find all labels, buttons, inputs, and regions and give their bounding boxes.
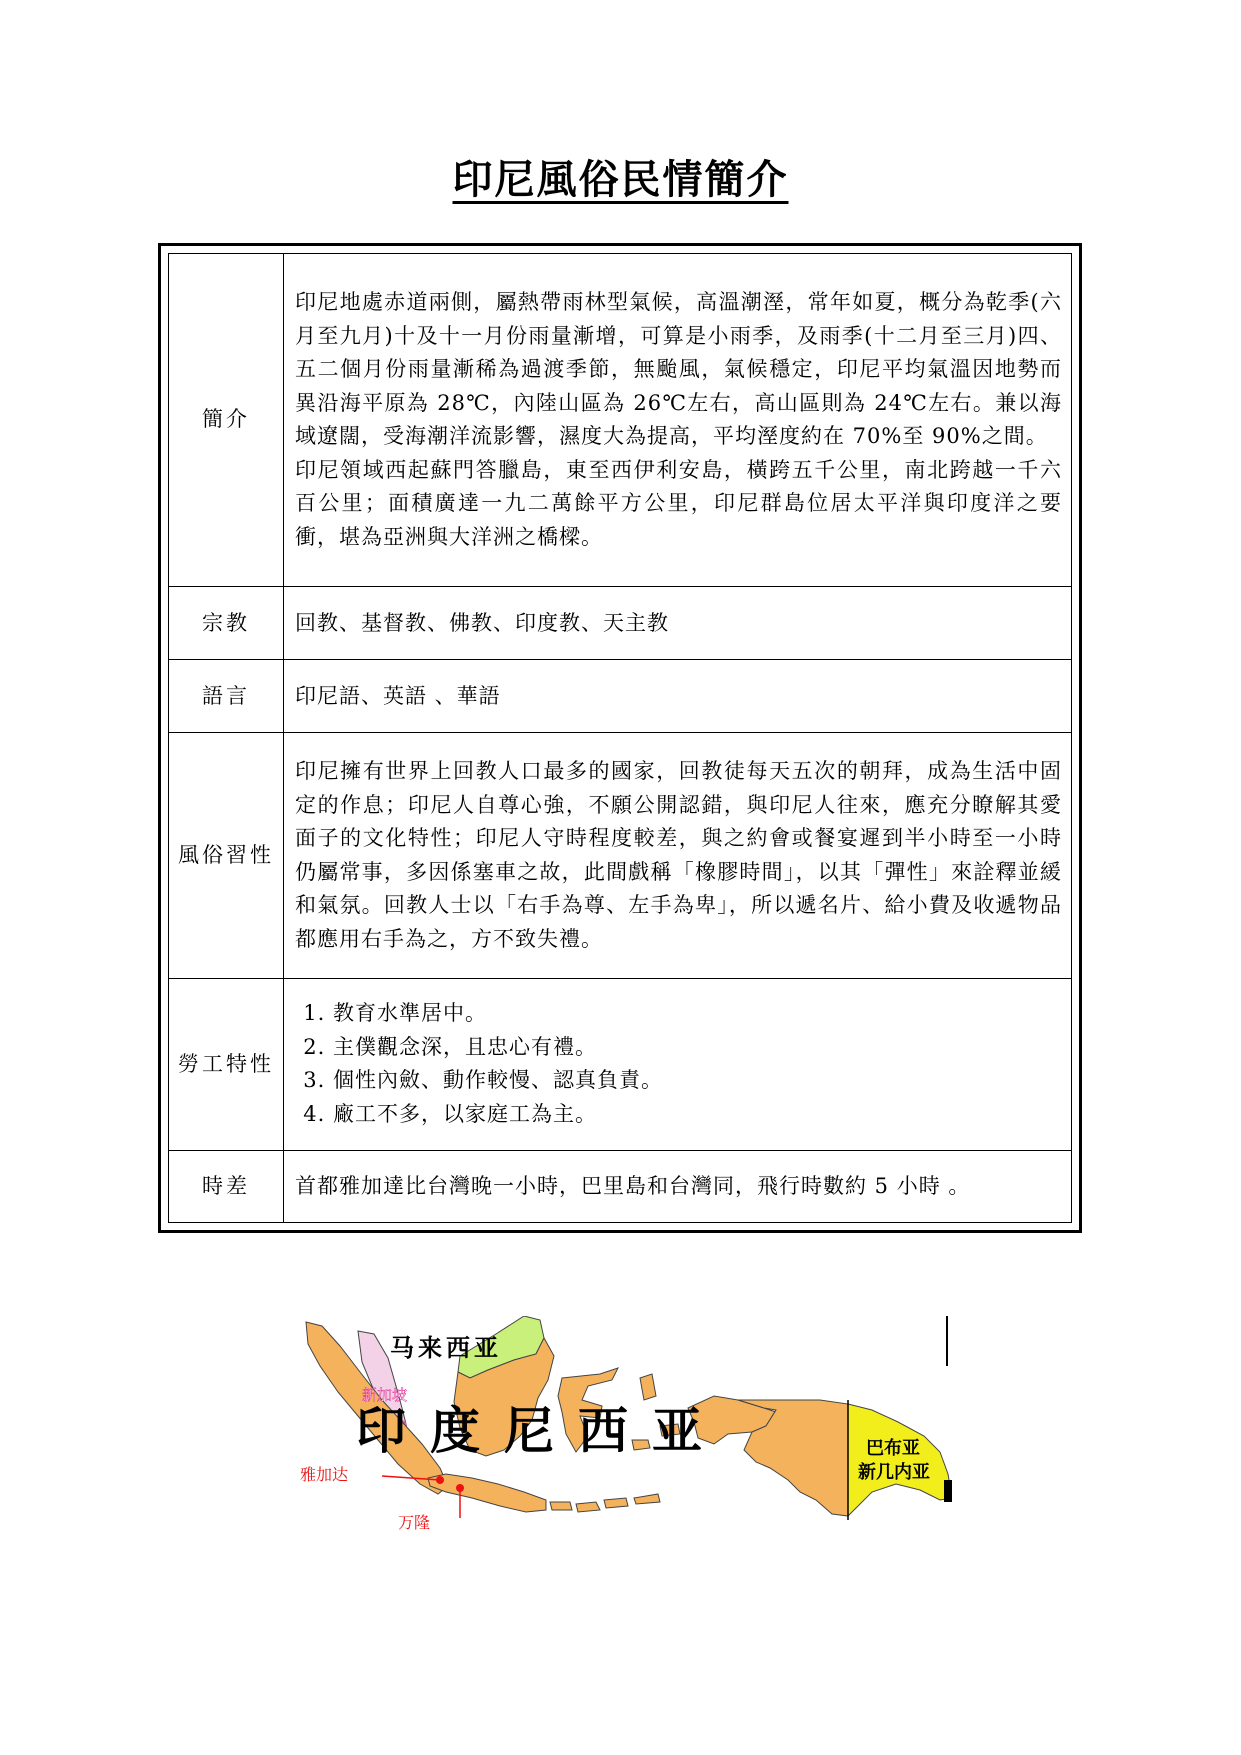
- labor-list: [295, 997, 1062, 1131]
- table-row-labor: [169, 978, 1072, 1150]
- row-label-intro: 簡介: [169, 254, 284, 587]
- row-label-customs: 風俗習性: [169, 733, 284, 978]
- lesser-sunda-shape: [550, 1494, 660, 1512]
- country-label: 印度尼西亚: [356, 1402, 726, 1460]
- jakarta-label: 雅加达: [300, 1465, 349, 1484]
- table-row-timezone: [169, 1150, 1072, 1222]
- labor-list-item: 2. 主僕觀念深，且忠心有禮。: [333, 1031, 1062, 1065]
- map-edge-block: [944, 1480, 952, 1502]
- png-label-2: 新几内亚: [858, 1462, 930, 1483]
- singapore-label: 新加坡: [362, 1386, 408, 1404]
- intro-paragraph-climate: 印尼地處赤道兩側，屬熱帶雨林型氣候，高溫潮溼，常年如夏，概分為乾季(六月至九月)十及十一月份雨量漸增，可算是小雨季，及雨季(十二月至三月)四、五二個月份雨量漸稀為過渡季節，無颱風，氣候穩定，印尼平均氣溫因地勢而異沿海平原為 28℃，內陸山區為 26℃左右，高山區則為 24℃左右。兼以海域遼闊，受海潮洋流影響，濕度大為提高，平均溼度約在 70%至 90%之間。: [295, 290, 1062, 449]
- row-label-language: 語言: [169, 660, 284, 733]
- bandung-label: 万隆: [398, 1513, 431, 1532]
- row-content-intro: [284, 254, 1072, 587]
- info-table-frame: [158, 243, 1082, 1233]
- table-row-language: [169, 660, 1072, 733]
- row-label-labor: 勞工特性: [169, 978, 284, 1150]
- png-shape: [848, 1404, 952, 1516]
- row-label-religion: 宗教: [169, 587, 284, 660]
- labor-list-item: 3. 個性內斂、動作較慢、認真負責。: [333, 1064, 1062, 1098]
- row-content-labor: [284, 978, 1072, 1150]
- row-content-language: 印尼語、英語 、華語: [284, 660, 1072, 733]
- row-content-customs: 印尼擁有世界上回教人口最多的國家，回教徒每天五次的朝拜，成為生活中固定的作息；印尼人自尊心強，不願公開認錯，與印尼人往來，應充分瞭解其愛面子的文化特性；印尼人守時程度較差，與之約會或餐宴遲到半小時至一小時仍屬常事，多因係塞車之故，此間戲稱「橡膠時間」，以其「彈性」來詮釋並緩和氣氛。回教人士以「右手為尊、左手為卑」，所以遞名片、給小費及收遞物品都應用右手為之，方不致失禮。: [284, 733, 1072, 978]
- intro-paragraph-geography: 印尼領域西起蘇門答臘島，東至西伊利安島，橫跨五千公里，南北跨越一千六百公里；面積廣達一九二萬餘平方公里，印尼群島位居太平洋與印度洋之要衝，堪為亞洲與大洋洲之橋樑。: [295, 457, 1062, 549]
- page-title: 印尼風俗民情簡介: [452, 156, 789, 203]
- malaysia-label: 马来西亚: [390, 1333, 502, 1362]
- labor-list-item: 1. 教育水準居中。: [333, 997, 1062, 1031]
- row-label-timezone: 時差: [169, 1150, 284, 1222]
- java-shape: [428, 1474, 546, 1512]
- row-content-religion: 回教、基督教、佛教、印度教、天主教: [284, 587, 1072, 660]
- table-row-religion: [169, 587, 1072, 660]
- info-table: [168, 253, 1072, 1223]
- png-label-1: 巴布亚: [866, 1438, 920, 1459]
- row-content-timezone: 首都雅加達比台灣晚一小時，巴里島和台灣同，飛行時數約 5 小時 。: [284, 1150, 1072, 1222]
- table-row-intro: [169, 254, 1072, 587]
- labor-list-item: 4. 廠工不多，以家庭工為主。: [333, 1098, 1062, 1132]
- indonesia-map: [300, 1316, 952, 1546]
- table-row-customs: [169, 733, 1072, 978]
